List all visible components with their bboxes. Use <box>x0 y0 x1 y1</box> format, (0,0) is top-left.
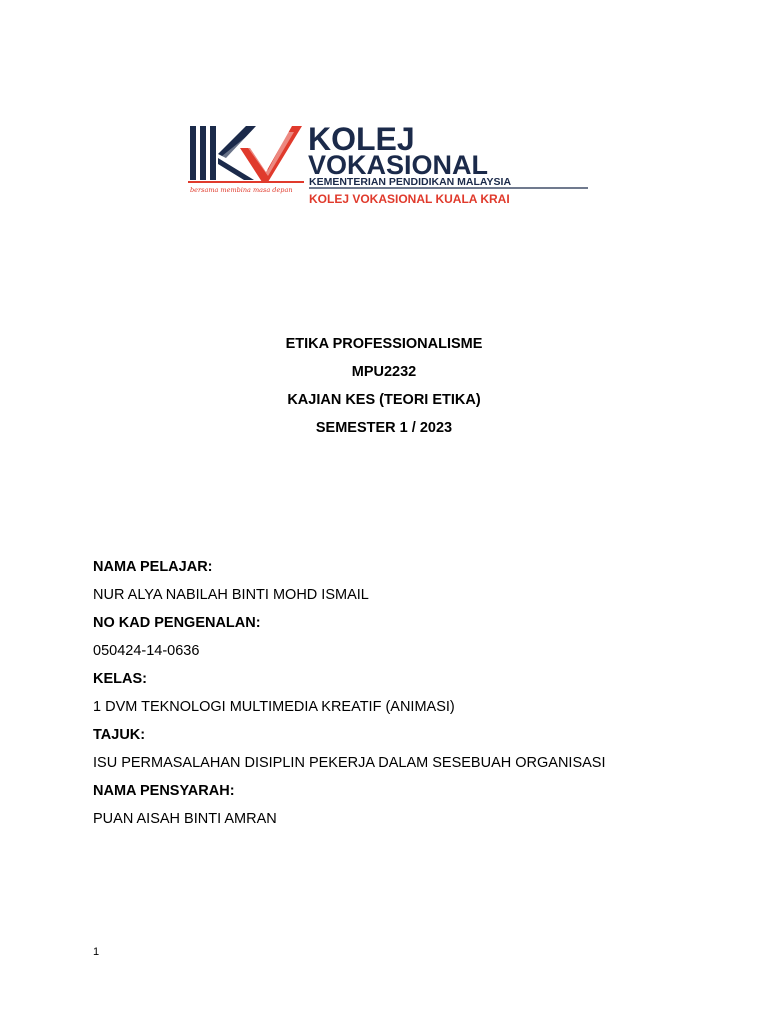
logo-line-ministry: KEMENTERIAN PENDIDIKAN MALAYSIA <box>309 176 512 188</box>
class-label: KELAS: <box>93 671 147 687</box>
student-name-value: NUR ALYA NABILAH BINTI MOHD ISMAIL <box>93 587 369 603</box>
student-name-label: NAMA PELAJAR: <box>93 559 213 575</box>
assignment-title: KAJIAN KES (TEORI ETIKA) <box>287 392 481 408</box>
semester: SEMESTER 1 / 2023 <box>315 420 453 436</box>
course-code: MPU2232 <box>351 364 417 380</box>
topic-value: ISU PERMASALAHAN DISIPLIN PEKERJA DALAM SESEBUAH ORGANISASI <box>93 755 606 771</box>
logo-tagline: bersama membina masa depan <box>190 186 293 194</box>
logo-line-vokasional: VOKASIONAL <box>308 150 489 180</box>
class-value: 1 DVM TEKNOLOGI MULTIMEDIA KREATIF (ANIMASI) <box>93 699 455 715</box>
cover-title-block <box>0 330 768 442</box>
kv-emblem <box>190 126 302 182</box>
lecturer-value: PUAN AISAH BINTI AMRAN <box>93 811 277 827</box>
logo-line-kolej: KOLEJ <box>308 121 415 157</box>
lecturer-label: NAMA PENSYARAH: <box>93 783 235 799</box>
course-name: ETIKA PROFESSIONALISME <box>285 336 483 352</box>
student-info <box>93 553 733 833</box>
ic-number-value: 050424-14-0636 <box>93 643 200 659</box>
topic-label: TAJUK: <box>93 727 146 743</box>
logo-line-college: KOLEJ VOKASIONAL KUALA KRAI <box>309 192 510 206</box>
page-number: 1 <box>93 946 100 958</box>
ic-number-label: NO KAD PENGENALAN: <box>93 615 261 631</box>
kolej-vokasional-logo <box>188 118 594 210</box>
